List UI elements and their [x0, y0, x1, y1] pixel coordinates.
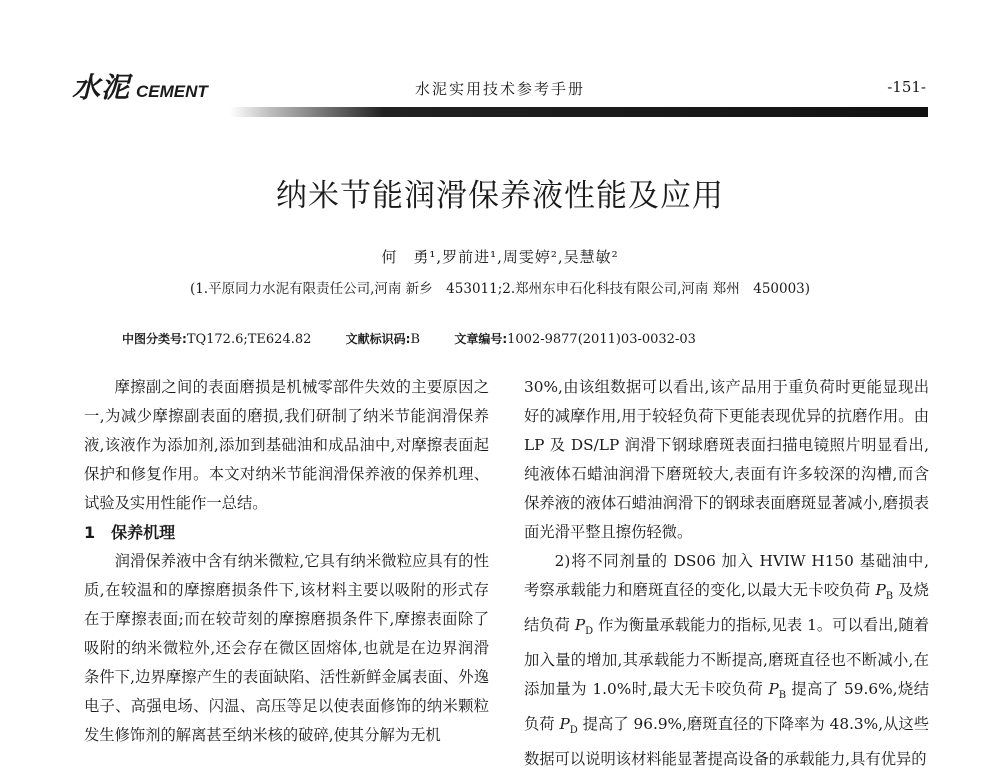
- clc-label: 中图分类号:: [122, 332, 187, 346]
- article-meta: [122, 330, 696, 347]
- clc-value: TQ172.6;TE624.82: [186, 332, 312, 347]
- logo-english: CEMENT: [136, 82, 208, 101]
- doc-code-label: 文献标识码:: [345, 332, 411, 346]
- section-heading: 1 保养机理: [84, 523, 176, 542]
- intro-paragraph: 摩擦副之间的表面磨损是机械零部件失效的主要原因之一,为减少摩擦副表面的磨损,我们研制了纳米节能润滑保养液,该液作为添加剂,添加到基础油和成品油中,对摩擦表面起保护和修复作用。本文对纳米节能润滑保养液的保养机理、试验及实用性能作一总结。: [84, 378, 489, 512]
- section-paragraph: 润滑保养液中含有纳米微粒,它具有纳米微粒应具有的性质,在较温和的摩擦磨损条件下,该材料主要以吸附的形式存在于摩擦表面;而在较苛刻的摩擦磨损条件下,摩擦表面除了吸附的纳米微粒外,还会存在微区固熔体,也就是在边界润滑条件下,边界摩擦产生的表面缺陷、活性新鲜金属表面、外逸电子、高强电场、闪温、高压等足以使表面修饰的纳米颗粒发生修饰剂的解离甚至纳米核的破碎,使其分解为无机: [84, 552, 489, 744]
- running-title: 水泥实用技术参考手册: [414, 80, 585, 98]
- affiliation: (1.平原同力水泥有限责任公司,河南 新乡 453011;2.郑州东申石化科技有限公司,河南 郑州 450003): [189, 281, 811, 297]
- logo-chinese: 水泥: [72, 71, 131, 104]
- right-column: [524, 373, 929, 774]
- article-title: 纳米节能润滑保养液性能及应用: [276, 178, 724, 214]
- results-paragraph: 30%,由该组数据可以看出,该产品用于重负荷时更能显现出好的减摩作用,用于较轻负荷下更能表现优异的抗磨作用。由 LP 及 DS/LP 润滑下钢球磨斑表面扫描电镜照片明显看出,纯液体石蜡油润滑下磨斑较大,表面有许多较深的沟槽,而含保养液的液体石蜡油润滑下的钢球表面磨斑显著减小,磨损表面光滑平整且擦伤轻微。: [524, 378, 929, 541]
- article-number-label: 文章编号:: [454, 332, 508, 346]
- authors: 何 勇¹,罗前进¹,周雯婷²,吴慧敏²: [381, 248, 619, 266]
- left-column: [84, 373, 489, 750]
- article-number-value: 1002-9877(2011)03-0032-03: [507, 332, 696, 347]
- header-rule: [230, 107, 928, 117]
- load-test-paragraph: 2)将不同剂量的 DS06 加入 HVIW H150 基础油中,考察承载能力和磨斑直径的变化,以最大无卡咬负荷 $P_B$ 及烧结负荷 $P_D$ 作为衡量承载能力的指标,见表 1。可以看出,随着加入量的增加,其承载能力不断提高,磨斑直径也不断减小,在添加量为 1.0%时,最大无卡咬负荷 $P_B$ 提高了 59.6%,烧结负荷 $P_D$ 提高了 96.9%,磨斑直径的下降率为 48.3%,从这些数据可以说明该材料能显著提高设备的承载能力,具有优异的: [524, 552, 930, 769]
- page-number: -151-: [887, 78, 926, 96]
- doc-code-value: B: [410, 332, 421, 347]
